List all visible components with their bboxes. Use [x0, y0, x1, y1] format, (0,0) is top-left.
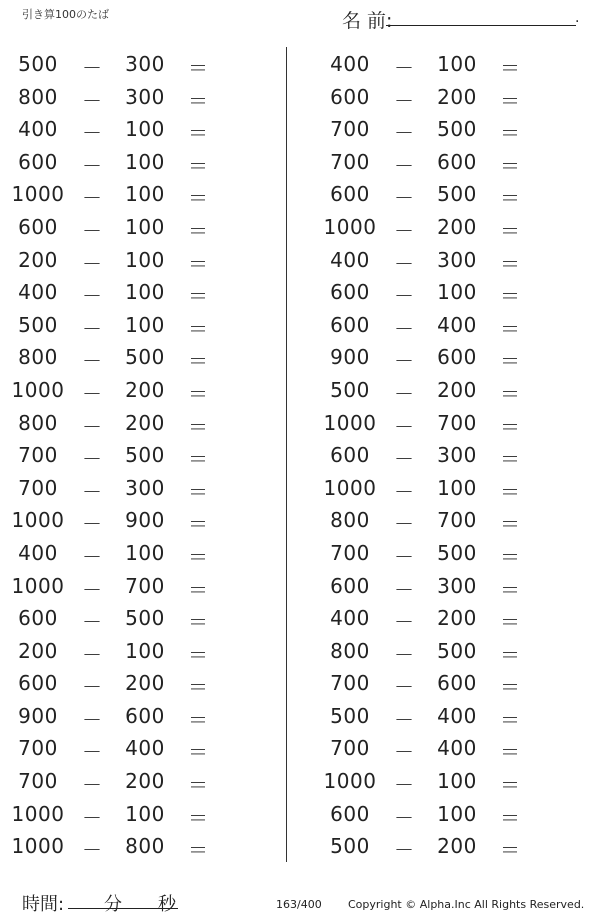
column-divider [286, 47, 287, 862]
minus-sign: － [82, 56, 103, 80]
minus-sign: － [394, 577, 415, 602]
name-line-end-dot: . [575, 10, 580, 26]
equals-sign: ＝ [188, 512, 209, 537]
subtrahend: 800 [125, 834, 165, 859]
subtrahend: 500 [125, 443, 165, 468]
problem-row [312, 798, 592, 831]
seconds-label: 秒 [158, 894, 176, 915]
subtrahend: 500 [437, 117, 477, 142]
minus-sign: － [82, 577, 103, 602]
subtrahend: 300 [437, 247, 477, 272]
minus-sign: － [394, 218, 415, 243]
subtrahend: 900 [125, 508, 165, 533]
minus-sign: － [394, 284, 415, 309]
problem-row [0, 374, 280, 407]
problem-row [0, 407, 280, 440]
minus-sign: － [394, 773, 415, 798]
problem-row [312, 407, 592, 440]
equals-sign: ＝ [188, 349, 209, 374]
subtrahend: 200 [125, 377, 165, 402]
minuend: 1000 [323, 410, 377, 435]
subtrahend: 700 [437, 508, 477, 533]
equals-sign: ＝ [500, 316, 521, 341]
problem-row [312, 602, 592, 635]
minuend: 700 [330, 149, 370, 174]
minuend: 700 [18, 769, 58, 794]
subtrahend: 600 [437, 671, 477, 696]
minus-sign: － [82, 121, 103, 146]
problem-row [0, 146, 280, 179]
equals-sign: ＝ [188, 805, 209, 830]
minus-sign: － [394, 414, 415, 439]
minus-sign: － [82, 544, 103, 569]
name-label: 名 前: [342, 10, 393, 32]
equals-sign: ＝ [500, 773, 521, 798]
subtrahend: 100 [125, 117, 165, 142]
equals-sign: ＝ [188, 773, 209, 798]
equals-sign: ＝ [500, 642, 521, 667]
minuend: 400 [18, 280, 58, 305]
subtrahend: 500 [437, 638, 477, 663]
minus-sign: － [394, 479, 415, 504]
minus-sign: － [82, 186, 103, 211]
equals-sign: ＝ [500, 805, 521, 830]
problem-row [0, 178, 280, 211]
name-blank-line[interactable] [386, 25, 576, 26]
problem-row [0, 765, 280, 798]
subtrahend: 300 [125, 475, 165, 500]
equals-sign: ＝ [500, 251, 521, 276]
problem-row [312, 178, 592, 211]
minuend: 500 [330, 377, 370, 402]
equals-sign: ＝ [188, 56, 209, 80]
minus-sign: － [82, 773, 103, 798]
subtrahend: 100 [125, 214, 165, 239]
equals-sign: ＝ [188, 251, 209, 276]
subtrahend: 200 [125, 671, 165, 696]
minuend: 1000 [11, 801, 65, 826]
equals-sign: ＝ [188, 88, 209, 113]
minus-sign: － [82, 316, 103, 341]
minuend: 500 [18, 52, 58, 76]
minuend: 700 [330, 736, 370, 761]
minus-sign: － [394, 838, 415, 863]
equals-sign: ＝ [500, 186, 521, 211]
minus-sign: － [82, 675, 103, 700]
subtrahend: 200 [125, 769, 165, 794]
minus-sign: － [394, 186, 415, 211]
minus-sign: － [394, 88, 415, 113]
minus-sign: － [394, 610, 415, 635]
minuend: 1000 [11, 182, 65, 207]
minus-sign: － [394, 707, 415, 732]
minus-sign: － [82, 707, 103, 732]
minus-sign: － [394, 153, 415, 178]
equals-sign: ＝ [500, 88, 521, 113]
equals-sign: ＝ [500, 707, 521, 732]
subtrahend: 100 [125, 247, 165, 272]
equals-sign: ＝ [188, 186, 209, 211]
subtrahend: 100 [437, 801, 477, 826]
problem-row [0, 439, 280, 472]
equals-sign: ＝ [500, 284, 521, 309]
equals-sign: ＝ [188, 218, 209, 243]
subtrahend: 100 [125, 801, 165, 826]
equals-sign: ＝ [500, 121, 521, 146]
minuend: 1000 [11, 834, 65, 859]
problem-row [312, 81, 592, 114]
subtrahend: 100 [437, 280, 477, 305]
equals-sign: ＝ [188, 838, 209, 863]
minus-sign: － [394, 349, 415, 374]
problem-row [312, 244, 592, 277]
equals-sign: ＝ [188, 642, 209, 667]
minutes-label: 分 [104, 894, 122, 915]
equals-sign: ＝ [188, 153, 209, 178]
equals-sign: ＝ [500, 610, 521, 635]
equals-sign: ＝ [188, 447, 209, 472]
subtrahend: 100 [125, 280, 165, 305]
subtrahend: 400 [437, 703, 477, 728]
equals-sign: ＝ [188, 544, 209, 569]
subtrahend: 300 [125, 52, 165, 76]
problem-row [312, 570, 592, 603]
minuend: 800 [18, 345, 58, 370]
minuend: 400 [18, 117, 58, 142]
problem-row [0, 244, 280, 277]
minuend: 1000 [323, 475, 377, 500]
problem-row [312, 341, 592, 374]
minuend: 700 [330, 671, 370, 696]
minuend: 600 [330, 182, 370, 207]
minuend: 900 [330, 345, 370, 370]
problem-row [0, 113, 280, 146]
minus-sign: － [82, 153, 103, 178]
problem-row [0, 700, 280, 733]
problem-row [312, 276, 592, 309]
minus-sign: － [82, 349, 103, 374]
minus-sign: － [82, 251, 103, 276]
problem-row [312, 439, 592, 472]
problem-row [0, 211, 280, 244]
minuend: 1000 [323, 214, 377, 239]
minuend: 800 [330, 638, 370, 663]
equals-sign: ＝ [500, 381, 521, 406]
problem-row [0, 798, 280, 831]
equals-sign: ＝ [188, 121, 209, 146]
minus-sign: － [394, 544, 415, 569]
problem-row [312, 504, 592, 537]
subtrahend: 400 [437, 736, 477, 761]
problem-row [0, 309, 280, 342]
equals-sign: ＝ [188, 707, 209, 732]
minus-sign: － [394, 675, 415, 700]
right-problem-column [312, 48, 592, 863]
subtrahend: 500 [437, 182, 477, 207]
minus-sign: － [82, 284, 103, 309]
subtrahend: 200 [437, 606, 477, 631]
subtrahend: 100 [437, 475, 477, 500]
minuend: 500 [330, 703, 370, 728]
subtrahend: 300 [437, 443, 477, 468]
problem-row [0, 635, 280, 668]
minus-sign: － [394, 316, 415, 341]
problem-row [312, 472, 592, 505]
problem-row [0, 48, 280, 81]
minus-sign: － [394, 381, 415, 406]
problem-row [0, 341, 280, 374]
problem-row [0, 602, 280, 635]
left-problem-column [0, 48, 280, 863]
subtrahend: 300 [437, 573, 477, 598]
problem-row [312, 732, 592, 765]
minuend: 400 [330, 52, 370, 76]
minuend: 1000 [11, 573, 65, 598]
minus-sign: － [82, 88, 103, 113]
problem-row [0, 732, 280, 765]
minus-sign: － [82, 642, 103, 667]
minuend: 700 [18, 475, 58, 500]
minus-sign: － [82, 805, 103, 830]
minuend: 600 [330, 280, 370, 305]
equals-sign: ＝ [188, 414, 209, 439]
problem-row [312, 635, 592, 668]
minuend: 200 [18, 638, 58, 663]
minuend: 600 [18, 671, 58, 696]
subtrahend: 400 [125, 736, 165, 761]
minus-sign: － [82, 381, 103, 406]
subtrahend: 300 [125, 84, 165, 109]
problem-row [312, 537, 592, 570]
subtrahend: 500 [125, 345, 165, 370]
minuend: 700 [330, 117, 370, 142]
subtrahend: 200 [437, 377, 477, 402]
subtrahend: 100 [437, 769, 477, 794]
problem-row [0, 537, 280, 570]
equals-sign: ＝ [500, 349, 521, 374]
equals-sign: ＝ [500, 544, 521, 569]
equals-sign: ＝ [188, 675, 209, 700]
equals-sign: ＝ [188, 479, 209, 504]
subtrahend: 100 [125, 638, 165, 663]
minuend: 800 [18, 84, 58, 109]
minus-sign: － [82, 414, 103, 439]
minuend: 500 [330, 834, 370, 859]
subtrahend: 200 [437, 834, 477, 859]
subtrahend: 200 [437, 214, 477, 239]
minus-sign: － [394, 805, 415, 830]
equals-sign: ＝ [188, 316, 209, 341]
minuend: 800 [330, 508, 370, 533]
subtrahend: 600 [125, 703, 165, 728]
problem-row [312, 309, 592, 342]
worksheet-title: 引き算100のたば [22, 8, 109, 21]
minuend: 600 [18, 149, 58, 174]
minuend: 500 [18, 312, 58, 337]
subtrahend: 100 [125, 182, 165, 207]
minus-sign: － [82, 610, 103, 635]
subtrahend: 700 [125, 573, 165, 598]
minus-sign: － [82, 479, 103, 504]
equals-sign: ＝ [188, 284, 209, 309]
problem-row [312, 113, 592, 146]
problem-row [312, 830, 592, 863]
minuend: 700 [18, 736, 58, 761]
equals-sign: ＝ [188, 610, 209, 635]
equals-sign: ＝ [500, 577, 521, 602]
minus-sign: － [394, 642, 415, 667]
problem-row [312, 146, 592, 179]
subtrahend: 600 [437, 149, 477, 174]
problem-row [0, 81, 280, 114]
minus-sign: － [394, 740, 415, 765]
minuend: 600 [330, 84, 370, 109]
subtrahend: 100 [125, 540, 165, 565]
equals-sign: ＝ [500, 512, 521, 537]
minuend: 600 [330, 573, 370, 598]
equals-sign: ＝ [188, 381, 209, 406]
equals-sign: ＝ [500, 447, 521, 472]
subtrahend: 100 [125, 149, 165, 174]
copyright-notice: Copyright © Alpha.Inc All Rights Reserved. [348, 898, 585, 911]
minuend: 1000 [11, 508, 65, 533]
minuend: 1000 [323, 769, 377, 794]
equals-sign: ＝ [188, 577, 209, 602]
subtrahend: 600 [437, 345, 477, 370]
equals-sign: ＝ [500, 414, 521, 439]
minus-sign: － [82, 740, 103, 765]
minuend: 800 [18, 410, 58, 435]
subtrahend: 700 [437, 410, 477, 435]
minuend: 600 [18, 606, 58, 631]
minuend: 600 [330, 312, 370, 337]
minuend: 400 [330, 247, 370, 272]
problem-row [0, 667, 280, 700]
problem-row [0, 276, 280, 309]
equals-sign: ＝ [500, 218, 521, 243]
minuend: 600 [330, 801, 370, 826]
equals-sign: ＝ [500, 675, 521, 700]
minus-sign: － [394, 56, 415, 80]
minuend: 900 [18, 703, 58, 728]
equals-sign: ＝ [500, 56, 521, 80]
minuend: 200 [18, 247, 58, 272]
equals-sign: ＝ [500, 479, 521, 504]
subtrahend: 500 [125, 606, 165, 631]
equals-sign: ＝ [500, 740, 521, 765]
equals-sign: ＝ [188, 740, 209, 765]
minuend: 600 [18, 214, 58, 239]
page-number: 163/400 [276, 898, 322, 911]
subtrahend: 100 [437, 52, 477, 76]
subtrahend: 200 [125, 410, 165, 435]
subtrahend: 100 [125, 312, 165, 337]
problem-row [312, 667, 592, 700]
subtrahend: 200 [437, 84, 477, 109]
minuend: 600 [330, 443, 370, 468]
minus-sign: － [394, 447, 415, 472]
equals-sign: ＝ [500, 838, 521, 863]
minus-sign: － [394, 121, 415, 146]
problem-row [312, 374, 592, 407]
problem-row [312, 765, 592, 798]
minus-sign: － [82, 838, 103, 863]
minuend: 1000 [11, 377, 65, 402]
minuend: 700 [330, 540, 370, 565]
equals-sign: ＝ [500, 153, 521, 178]
minus-sign: － [82, 447, 103, 472]
subtrahend: 500 [437, 540, 477, 565]
minuend: 400 [330, 606, 370, 631]
time-label: 時間: [22, 894, 65, 915]
problem-row [0, 570, 280, 603]
minus-sign: － [82, 218, 103, 243]
minus-sign: － [82, 512, 103, 537]
subtrahend: 400 [437, 312, 477, 337]
minus-sign: － [394, 251, 415, 276]
problem-row [0, 830, 280, 863]
problem-row [312, 211, 592, 244]
problem-row [0, 472, 280, 505]
minuend: 700 [18, 443, 58, 468]
problem-row [0, 504, 280, 537]
problem-row [312, 48, 592, 81]
minus-sign: － [394, 512, 415, 537]
problem-row [312, 700, 592, 733]
minuend: 400 [18, 540, 58, 565]
